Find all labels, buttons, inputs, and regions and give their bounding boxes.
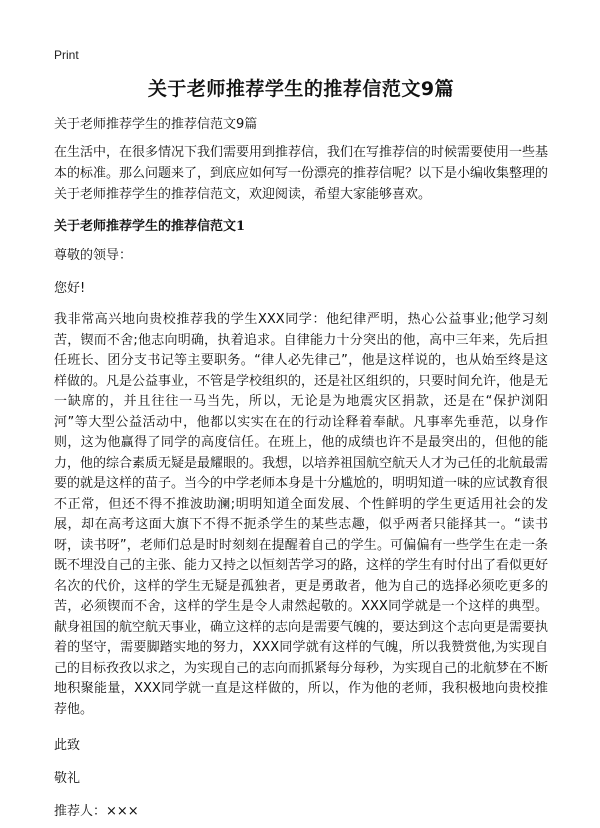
section-heading: 关于老师推荐学生的推荐信范文1 <box>54 219 246 234</box>
signature: 推荐人：××× <box>54 804 139 819</box>
closing-line-2: 敬礼 <box>54 771 81 786</box>
closing-line-1: 此致 <box>54 738 81 753</box>
salutation: 尊敬的领导： <box>54 248 133 263</box>
intro-paragraph: 在生活中，在很多情况下我们需要用到推荐信，我们在写推荐信的时候需要使用一些基本的标准。那么问题来了，到底应如何写一份漂亮的推荐信呢？以下是小编收集整理的关于老师推荐学生的推荐信范文，欢迎阅读，希望大家能够喜欢。 <box>54 145 549 202</box>
letter-body: 我非常高兴地向贵校推荐我的学生XXX同学：他纪律严明，热心公益事业;他学习刻苦，锲而不舍;他志向明确，执着追求。自律能力十分突出的他，高中三年来，先后担任班长、团分支书记等主要职务。“律人必先律己”，他是这样说的，也从始至终是这样做的。凡是公益事业，不管是学校组织的，还是社区组织的，只要时间允许，他是无一缺席的，并且往往一马当先，所以，无论是为地震灾区捐款，还是在“保护浏阳河”等大型公益活动中，他都以实实在在的行动诠释着奉献。凡事率先垂范，以身作则，这为他赢得了同学的高度信任。在班上，他的成绩也许不是最突出的，但他的能力，他的综合素质无疑是最耀眼的。我想，以培养祖国航空航天人才为己任的北航最需要的就是这样的苗子。当今的中学老师本身是十分尴尬的，明明知道一味的应试教育很不正常，但还不得不推波助澜;明明知道全面发展、个性鲜明的学生更适用社会的发展，却在高考这面大旗下不得不扼杀学生的某些志趣，似乎两者只能择其一。“读书呀，读书呀”，老师们总是时时刻刻在提醒着自己的学生。可偏偏有一些学生在走一条既不埋没自己的主张、能力又持之以恒刻苦学习的路，这样的学生有时付出了看似更好名次的代价，这样的学生无疑是孤独者，更是勇敢者，他为自己的选择必须吃更多的苦，必须锲而不舍，这样的学生是令人肃然起敬的。XXX同学就是一个这样的典型。献身祖国的航空航天事业，确立这样的志向是需要气魄的，要达到这个志向更是需要执着的坚守，需要脚踏实地的努力，XXX同学就有这样的气魄，所以我赞赏他,为实现自己的目标孜孜以求之，为实现自己的志向而抓紧每分每秒，为实现自己的北航梦在不断地积聚能量，XXX同学就一直是这样做的，所以，作为他的老师，我积极地向贵校推荐他。 <box>54 312 549 717</box>
print-link[interactable]: Print <box>54 48 79 62</box>
document-subtitle: 关于老师推荐学生的推荐信范文9篇 <box>54 117 258 132</box>
document-title: 关于老师推荐学生的推荐信范文9篇 <box>147 78 455 100</box>
greeting: 您好! <box>54 281 86 296</box>
